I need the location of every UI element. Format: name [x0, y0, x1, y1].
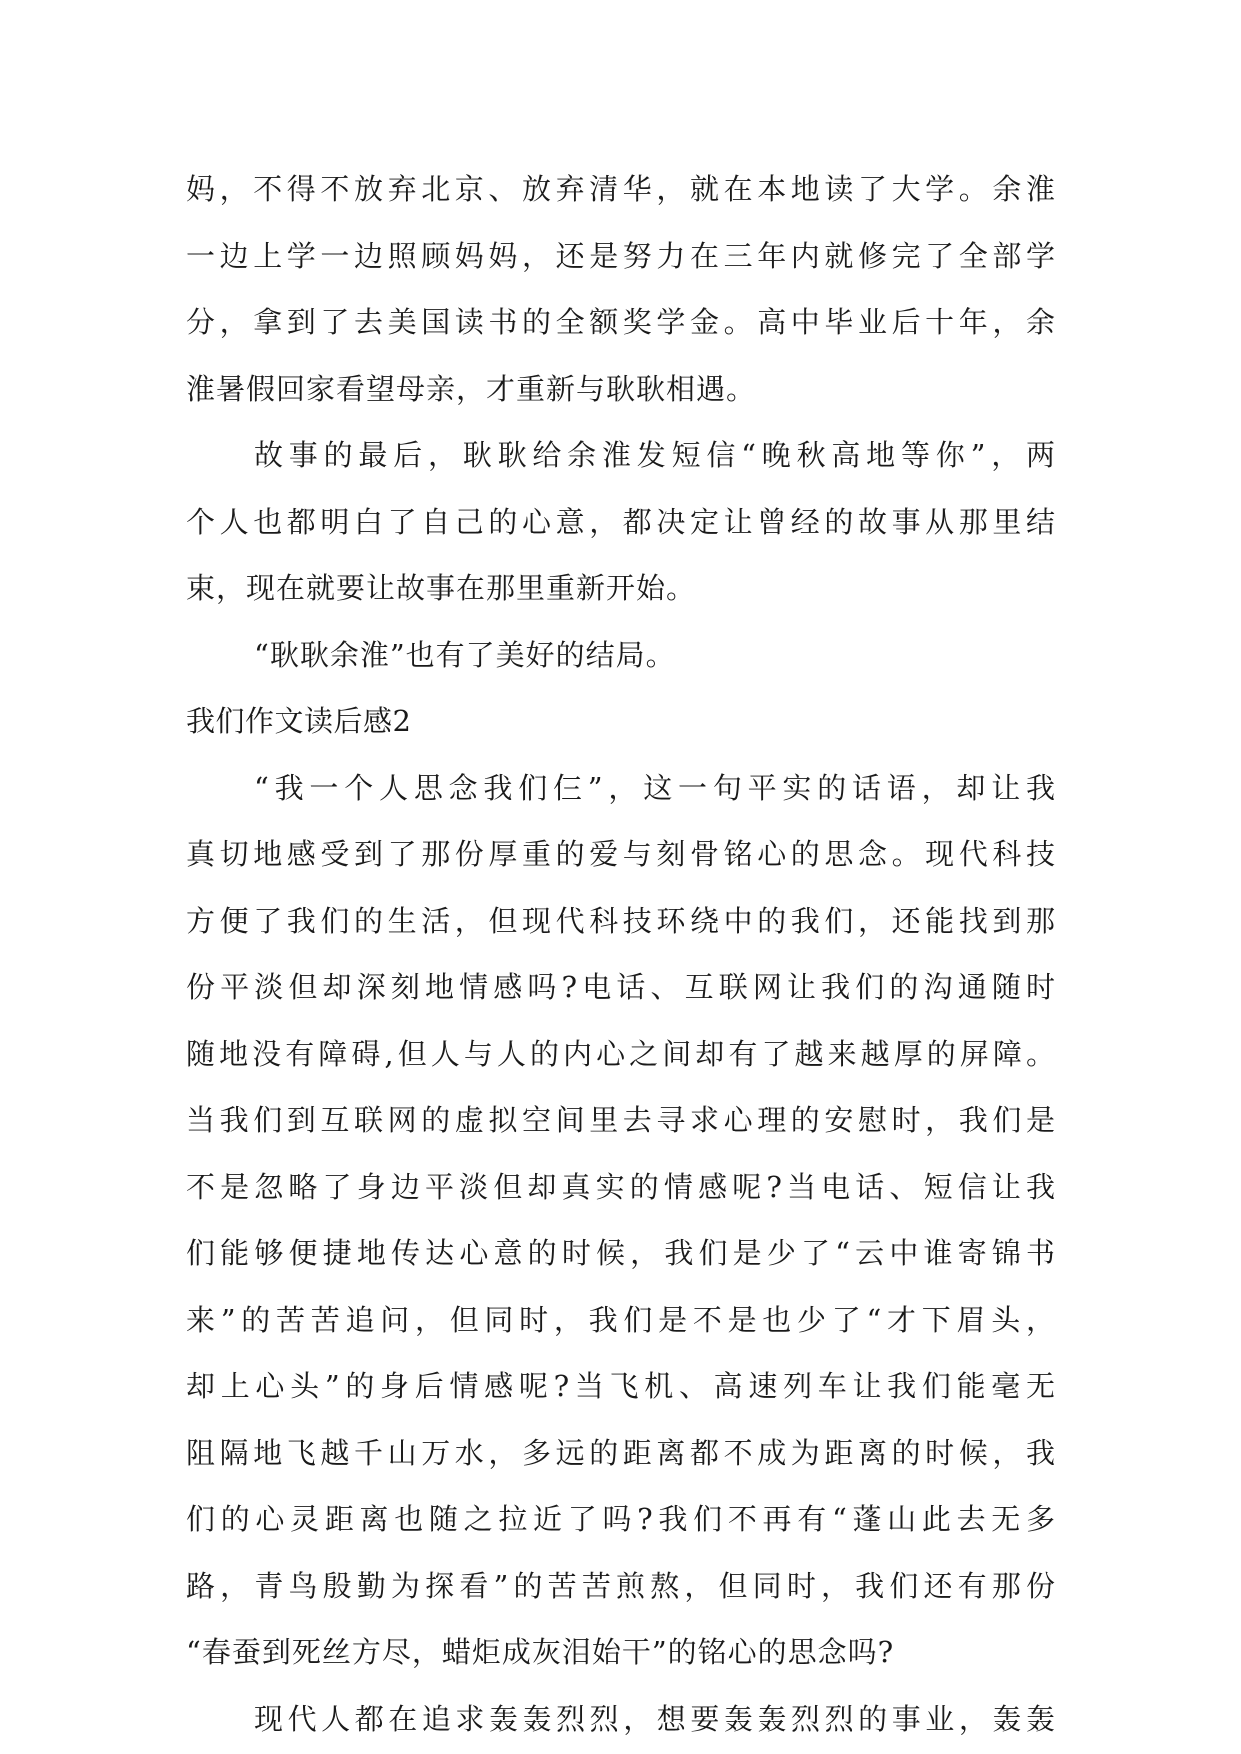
section-heading: 我们作文读后感2 [186, 704, 412, 738]
text-line: 故事的最后，耿耿给余淮发短信“晚秋高地等你”，两 [254, 438, 1056, 472]
text-line: 份平淡但却深刻地情感吗?电话、互联网让我们的沟通随时 [186, 970, 1056, 1004]
text-line: “耿耿余淮”也有了美好的结局。 [254, 637, 676, 672]
text-line: 分，拿到了去美国读书的全额奖学金。高中毕业后十年，余 [186, 305, 1056, 339]
paragraph [186, 156, 1056, 422]
text-line: 现代人都在追求轰轰烈烈，想要轰轰烈烈的事业，轰轰 [254, 1701, 1056, 1736]
text-line: 却上心头”的身后情感呢?当飞机、高速列车让我们能毫无 [186, 1369, 1056, 1403]
text-line: 路，青鸟殷勤为探看”的苦苦煎熬，但同时，我们还有那份 [186, 1568, 1056, 1603]
document-body [186, 156, 1056, 1752]
text-line: 方便了我们的生活，但现代科技环绕中的我们，还能找到那 [186, 903, 1056, 938]
paragraph [186, 622, 1056, 689]
text-line: 真切地感受到了那份厚重的爱与刻骨铭心的思念。现代科技 [186, 837, 1056, 871]
text-line: 来”的苦苦追问，但同时，我们是不是也少了“才下眉头， [186, 1302, 1056, 1337]
text-line: 妈，不得不放弃北京、放弃清华，就在本地读了大学。余淮 [186, 172, 1056, 206]
text-line: “春蚕到死丝方尽，蜡炬成灰泪始干”的铭心的思念吗? [186, 1635, 895, 1669]
text-line: “我一个人思念我们仨”，这一句平实的话语，却让我 [254, 770, 1056, 805]
text-line: 束，现在就要让故事在那里重新开始。 [186, 571, 697, 605]
text-line: 们能够便捷地传达心意的时候，我们是少了“云中谁寄锦书 [186, 1236, 1056, 1270]
text-line: 不是忽略了身边平淡但却真实的情感呢?当电话、短信让我 [186, 1169, 1056, 1204]
text-line: 当我们到互联网的虚拟空间里去寻求心理的安慰时，我们是 [186, 1103, 1056, 1137]
text-line: 阻隔地飞越千山万水，多远的距离都不成为距离的时候，我 [186, 1435, 1056, 1470]
text-line: 一边上学一边照顾妈妈，还是努力在三年内就修完了全部学 [186, 238, 1056, 273]
paragraph [186, 422, 1056, 622]
text-line: 淮暑假回家看望母亲，才重新与耿耿相遇。 [186, 371, 757, 406]
text-line: 个人也都明白了自己的心意，都决定让曾经的故事从那里结 [186, 504, 1056, 539]
paragraph [186, 1686, 1056, 1753]
paragraph [186, 755, 1056, 1686]
text-line: 们的心灵距离也随之拉近了吗?我们不再有“蓬山此去无多 [186, 1502, 1056, 1536]
text-line: 随地没有障碍,但人与人的内心之间却有了越来越厚的屏障。 [186, 1036, 1056, 1071]
